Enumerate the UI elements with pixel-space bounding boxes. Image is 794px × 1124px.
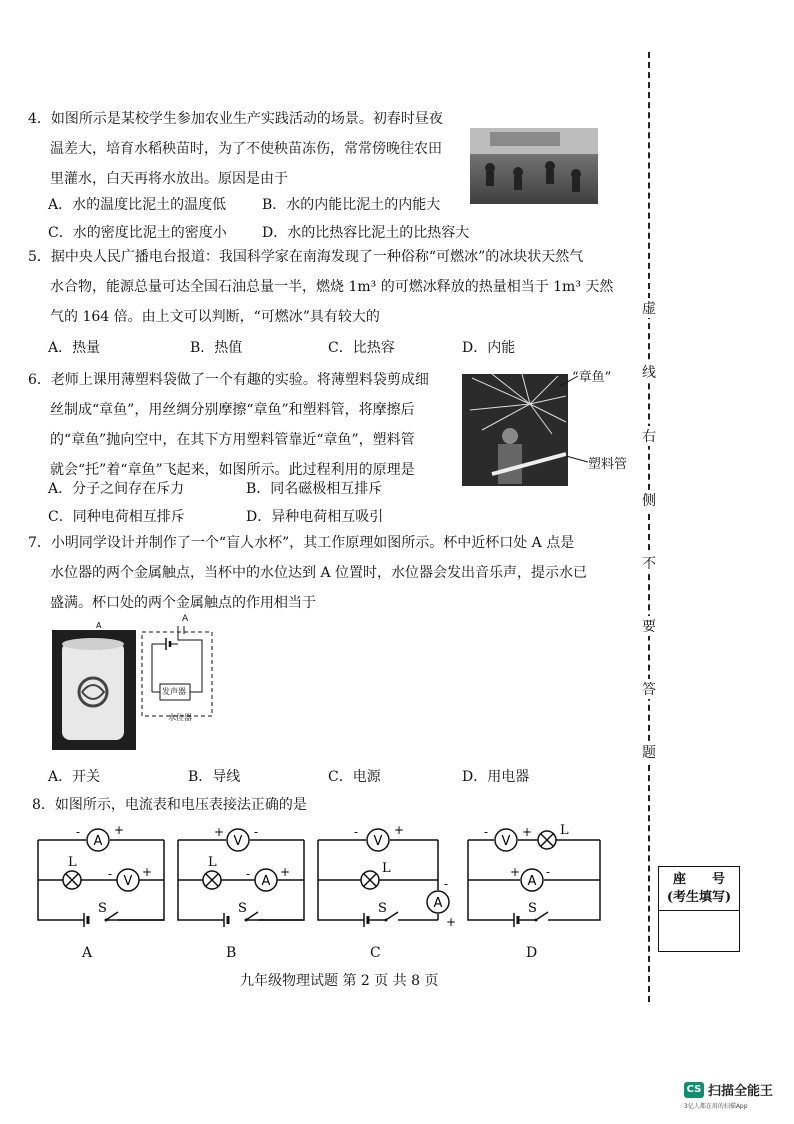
minus-sign: - xyxy=(76,825,81,839)
seat-title: 座 号 xyxy=(672,872,725,887)
farm-photo xyxy=(470,128,598,204)
point-a-label: A xyxy=(182,614,189,624)
option: A．热量 xyxy=(48,340,101,356)
plus-sign: + xyxy=(394,823,405,837)
option: D．用电器 xyxy=(462,769,530,785)
option: D．内能 xyxy=(462,340,516,356)
question-7-stem xyxy=(28,528,587,618)
circuit-label: D xyxy=(526,945,538,961)
minus-sign: - xyxy=(108,867,113,881)
cs-badge-icon: CS xyxy=(684,1082,704,1098)
voltmeter-symbol: V xyxy=(233,834,243,849)
seat-number-box xyxy=(658,866,740,952)
question-line: 水位器的两个金属触点，当杯中的水位达到 A 位置时，水位器会发出音乐声，提示水已 xyxy=(50,565,588,581)
question-line: 气的 164 倍。由上文可以判断，“可燃冰”具有较大的 xyxy=(50,309,380,325)
option: C．比热容 xyxy=(328,340,395,356)
question-line: 7．小明同学设计并制作了一个“盲人水杯”，其工作原理如图所示。杯中近杯口处 A 点是 xyxy=(28,535,575,551)
question-5-stem xyxy=(28,242,613,332)
cup-photo xyxy=(52,630,136,750)
water-level-circuit xyxy=(140,614,216,724)
dashed-binding-line xyxy=(648,52,650,1002)
ammeter-symbol: A xyxy=(261,874,271,889)
minus-sign: - xyxy=(246,867,251,881)
circuit-label: B xyxy=(226,945,237,961)
lamp-symbol: L xyxy=(208,855,217,870)
sidebar-char: 右 xyxy=(640,426,658,446)
question-line: 的“章鱼”抛向空中，在其下方用塑料管靠近“章鱼”，塑料管 xyxy=(50,432,415,448)
lamp-symbol: L xyxy=(68,855,77,870)
question-6-stem xyxy=(28,365,429,485)
circuit-b xyxy=(174,822,308,928)
question-line: 盛满。杯口处的两个金属触点的作用相当于 xyxy=(50,595,316,611)
lamp-symbol: L xyxy=(560,823,569,838)
sidebar-char: 线 xyxy=(640,362,658,382)
sidebar-char: 要 xyxy=(640,616,658,636)
minus-sign: - xyxy=(254,825,259,839)
voltmeter-symbol: V xyxy=(501,834,511,849)
scanner-tagline: 3亿人都在用的扫描App xyxy=(684,1103,748,1110)
option: B．导线 xyxy=(188,769,241,785)
option: C．水的密度比泥土的密度小 xyxy=(48,225,227,241)
point-a-photo-label: A xyxy=(96,621,102,630)
seat-number-header xyxy=(659,867,739,911)
question-line: 5．据中央人民广播电台报道：我国科学家在南海发现了一种俗称“可燃冰”的冰块状天然气 xyxy=(28,249,584,265)
plus-sign: + xyxy=(446,915,457,928)
question-line: 4．如图所示是某校学生参加农业生产实践活动的场景。初春时昼夜 xyxy=(28,111,443,127)
switch-symbol: S xyxy=(98,901,107,916)
circuit-a xyxy=(34,822,168,928)
question-line: 里灌水，白天再将水放出。原因是由于 xyxy=(50,171,288,187)
plus-sign: + xyxy=(280,865,291,879)
minus-sign: - xyxy=(444,877,449,891)
option: A．水的温度比泥土的温度低 xyxy=(48,197,227,213)
water-level-label: 水位器 xyxy=(168,713,192,722)
switch-symbol: S xyxy=(238,901,247,916)
voltmeter-symbol: V xyxy=(373,834,383,849)
circuit-label: A xyxy=(82,945,93,961)
circuit-c xyxy=(314,822,462,928)
minus-sign: - xyxy=(546,865,551,879)
voltmeter-symbol: V xyxy=(123,874,133,889)
octopus-label: “章鱼” xyxy=(572,370,612,385)
option: D．水的比热容比泥土的比热容大 xyxy=(262,225,470,241)
octopus-experiment-photo xyxy=(462,374,568,486)
option: D．异种电荷相互吸引 xyxy=(246,509,384,525)
plus-sign: + xyxy=(142,865,153,879)
lamp-symbol: L xyxy=(382,861,391,876)
ammeter-symbol: A xyxy=(527,874,537,889)
circuit-d xyxy=(464,822,604,928)
question-line: 6．老师上课用薄塑料袋做了一个有趣的实验。将薄塑料袋剪成细 xyxy=(28,372,429,388)
plus-sign: + xyxy=(522,825,533,839)
minus-sign: - xyxy=(484,825,489,839)
option: B．同名磁极相互排斥 xyxy=(246,481,383,497)
option: C．电源 xyxy=(328,769,381,785)
option: A．分子之间存在斥力 xyxy=(48,481,185,497)
sidebar-char: 虚 xyxy=(640,298,658,318)
seat-subtitle: (考生填写) xyxy=(666,890,732,905)
ammeter-symbol: A xyxy=(433,896,443,911)
sidebar-char: 侧 xyxy=(640,490,658,510)
sidebar-char: 不 xyxy=(640,553,658,573)
question-line: 水合物，能源总量可达全国石油总量一半，燃烧 1m³ 的可燃冰释放的热量相当于 1m³ 天然 xyxy=(50,279,614,295)
plus-sign: + xyxy=(214,825,225,839)
option: C．同种电荷相互排斥 xyxy=(48,509,185,525)
tube-label: 塑料管 xyxy=(588,457,628,472)
question-line: 就会“托”着“章鱼”飞起来，如图所示。此过程利用的原理是 xyxy=(50,462,415,478)
minus-sign: - xyxy=(354,825,359,839)
question-line: 丝制成“章鱼”，用丝绸分别摩擦“章鱼”和塑料管，将摩擦后 xyxy=(50,402,415,418)
scanner-logo xyxy=(684,1080,773,1110)
octopus-label-leader xyxy=(560,374,580,388)
question-line: 温差大，培育水稻秧苗时，为了不使秧苗冻伤，常常傍晚往农田 xyxy=(50,141,442,157)
sidebar-char: 题 xyxy=(640,742,658,762)
option: A．开关 xyxy=(48,769,101,785)
buzzer-label: 发声器 xyxy=(162,687,186,696)
switch-symbol: S xyxy=(528,901,537,916)
seat-number-field[interactable] xyxy=(659,911,739,949)
switch-symbol: S xyxy=(378,901,387,916)
page-footer: 九年级物理试题 第 2 页 共 8 页 xyxy=(240,973,439,989)
plus-sign: + xyxy=(114,823,125,837)
question-4-stem xyxy=(28,104,443,194)
circuit-label: C xyxy=(370,945,381,961)
option: B．热值 xyxy=(190,340,243,356)
question-8-stem: 8．如图所示，电流表和电压表接法正确的是 xyxy=(32,797,307,813)
sidebar-char: 答 xyxy=(640,679,658,699)
ammeter-symbol: A xyxy=(93,834,103,849)
option: B．水的内能比泥土的内能大 xyxy=(262,197,441,213)
tube-label-leader xyxy=(566,452,588,466)
plus-sign: + xyxy=(510,865,521,879)
scanner-app-name: 扫描全能王 xyxy=(708,1084,774,1099)
